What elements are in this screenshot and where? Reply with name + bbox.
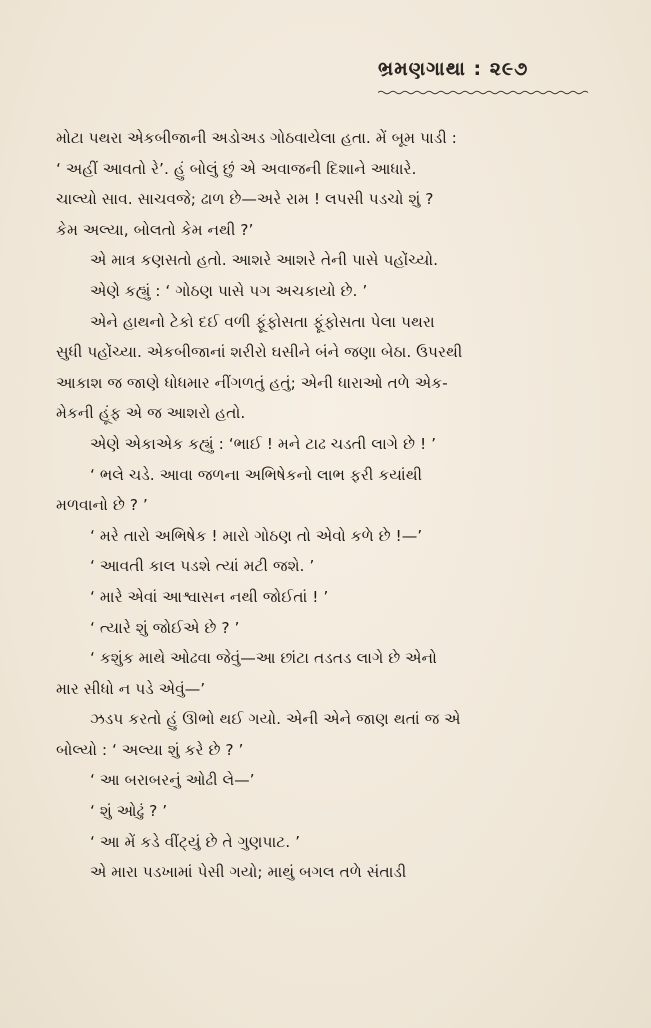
text-line: મળવાનો છે ? ’ xyxy=(56,496,148,515)
text-line: એણે કહ્યું : ‘ ગોઠણ પાસે પગ અચકાયો છે. ’ xyxy=(90,281,368,300)
text-line: ચાલ્યો સાવ. સાચવજે; ઢાળ છે—અરે રામ ! લપસી પડચો શું ? xyxy=(56,190,434,209)
text-line: સુધી પહોંચ્યા. એકબીજાનાં શરીરો ઘસીને બંને જણા બેઠા. ઉપરથી xyxy=(56,343,463,362)
text-line: મેકની હૂંફ એ જ આશરો હતો. xyxy=(56,404,246,423)
text-line: મોટા પથરા એકબીજાની અડોઅડ ગોઠવાયેલા હતા. મેં બૂમ પાડી : xyxy=(56,129,457,147)
text-line: ‘ આવતી કાલ પડશે ત્યાં મટી જશે. ’ xyxy=(90,557,315,576)
text-line: માર સીધો ન પડે એવું—’ xyxy=(56,679,206,698)
running-head xyxy=(378,58,608,99)
text-line: એ માત્ર કણસતો હતો. આશરે આશરે તેની પાસે પહોંચ્યો. xyxy=(90,251,439,270)
text-line: ‘ મરે તારો અભિષેક ! મારો ગોઠણ તો એવો કળે છે !—’ xyxy=(90,526,423,545)
body-text xyxy=(56,123,608,888)
text-line: ‘ કશુંક માથે ઓઢવા જેવું—આ છાંટા તડતડ લાગે છે એનો xyxy=(90,649,437,668)
text-line: ‘ આ બરાબરનું ઓઢી લે—’ xyxy=(90,771,255,790)
text-line: ઝડપ કરતો હું ઊભો થઈ ગયો. એની એને જાણ થતાં જ એ xyxy=(90,710,461,729)
text-line: ‘ શું ઓઢું ? ’ xyxy=(90,802,168,821)
text-line: એને હાથનો ટેકો દઈ વળી ફૂંફોસતા ફૂંફોસતા પેલા પથરા xyxy=(90,312,435,331)
text-line: કેમ અલ્યા, બોલતો કેમ નથી ?’ xyxy=(56,220,254,239)
text-line: આકાશ જ જાણે ધોધમાર નીંગળતું હતું; એની ધારાઓ તળે એક- xyxy=(56,373,448,392)
running-head-wavy-rule xyxy=(378,90,590,95)
text-line: ‘ મારે એવાં આશ્વાસન નથી જોઈતાં ! ’ xyxy=(90,587,329,606)
running-head-title: ભ્રમણગાથા : ૨૯૭ xyxy=(378,58,529,80)
text-line: બોલ્યો : ‘ અલ્યા શું કરે છે ? ’ xyxy=(56,740,244,759)
text-line: ‘ આ મેં કડે વીંટ્યું છે તે ગુણપાટ. ’ xyxy=(90,832,301,851)
text-line: એ મારા પડખામાં પેસી ગયો; માથું બગલ તળે સંતાડી xyxy=(90,863,407,882)
text-line: એણે એકાએક કહ્યું : ‘ભાઈ ! મને ટાઢ ચડતી લાગે છે ! ’ xyxy=(90,434,437,453)
text-line: ‘ ભલે ચડે. આવા જળના અભિષેકનો લાભ ફરી કયાંથી xyxy=(90,465,423,484)
text-line: ‘ અહીં આવતો રે’. હું બોલું છું એ અવાજની દિશાને આધારે. xyxy=(56,159,417,178)
text-line: ‘ ત્યારે શું જોઈએ છે ? ’ xyxy=(90,618,240,637)
